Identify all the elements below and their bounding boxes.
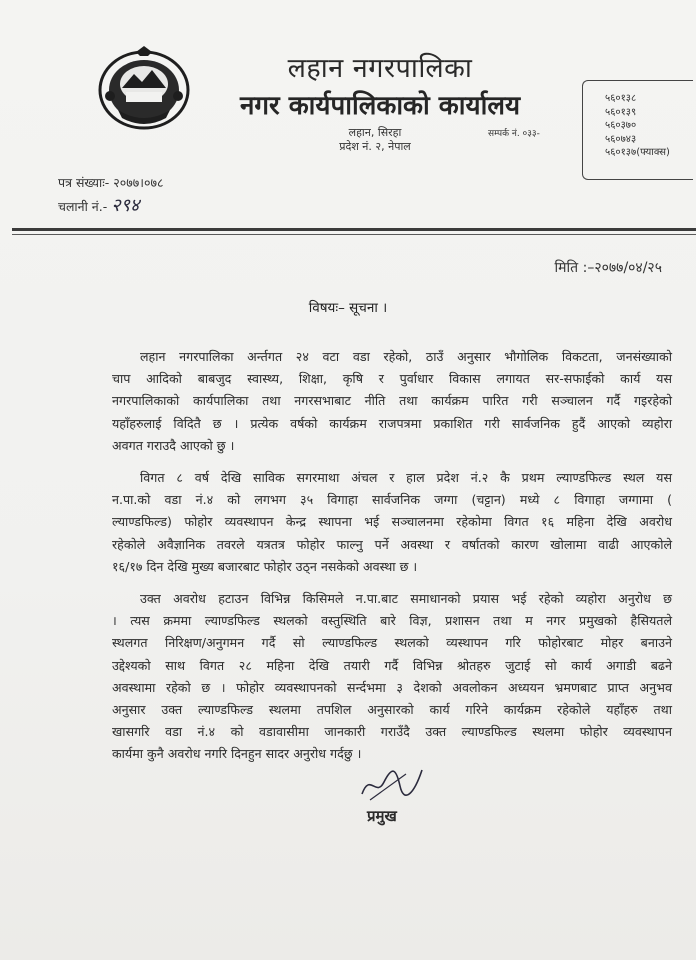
header-rule-thick xyxy=(12,228,696,231)
signature-label: प्रमुख xyxy=(367,807,397,825)
contact-number: ५६०१३९ xyxy=(605,106,637,118)
body-line: चाप आदिको बाबजुद स्वास्थ्य, शिक्षा, कृषि र पुर्वाधार विकास लगायत सर-सफाईको कार्य यस xyxy=(112,371,672,387)
body-line: अनुसार उक्त ल्याण्डफिल्ड स्थलमा तपशिल अनुसारको कार्य गरिने कार्यक्रम रहेकोले यहाँहरु तथा xyxy=(112,702,672,718)
letter-body xyxy=(112,346,672,766)
patra-sankhya: पत्र संख्याः- २०७७।०७८ xyxy=(58,175,164,190)
office-address xyxy=(330,126,420,154)
paragraph-1 xyxy=(112,346,672,457)
signature-scribble xyxy=(356,764,426,804)
body-line: नगरपालिकाको कार्यपालिका तथा नगरसभाबाट नीति तथा कार्यक्रम पारित गरी सञ्चालन गर्दै गइरहेको xyxy=(112,393,672,409)
letter-date: मिति :–२०७७/०४/२५ xyxy=(554,260,662,276)
letter-subject: विषयः– सूचना । xyxy=(308,300,388,316)
chalani-number: २९४ xyxy=(111,195,140,216)
body-line: रहेकोले अवैज्ञानिक तवरले यत्रतत्र फोहोर फाल्नु पर्ने अवस्था र वर्षातको कारण खोलामा वाढी आएकोले xyxy=(112,536,672,552)
chalani-label: चलानी नं.- xyxy=(58,199,108,214)
body-line: । त्यस क्रममा ल्याण्डफिल्ड स्थलको वस्तुस्थिति बारे विज्ञ, प्रशासन तथा म नगर प्रमुखको हैसियतले xyxy=(112,613,672,629)
address-line: प्रदेश नं. २, नेपाल xyxy=(339,140,411,153)
paragraph-2 xyxy=(112,467,672,578)
body-line: अवस्थामा रहेको छ । फोहोर व्यवस्थापनको सर्न्दभमा ३ देशको अवलोकन अध्ययन भ्रमणबाट प्राप्त अनुभव xyxy=(112,679,672,695)
nepal-emblem-icon xyxy=(96,44,192,132)
contact-number: ५६०३७० xyxy=(605,120,637,131)
address-line: लहान, सिरहा xyxy=(348,126,402,139)
body-line: न.पा.को वडा नं.४ को लगभग ३५ विगाहा सार्वजनिक जग्गा (चट्टान) मध्ये ८ विगाहा जग्गामा ( xyxy=(112,492,672,508)
contact-label: सम्पर्क नं. ०३३- xyxy=(488,129,540,139)
body-line: उक्त अवरोध हटाउन विभिन्न किसिमले न.पा.बाट समाधानको प्रयास भई रहेको व्यहोरा अनुरोध छ xyxy=(140,591,672,607)
body-line: १६/१७ दिन देखि मुख्य बजारबाट फोहोर उठ्न नसकेको अवस्था छ । xyxy=(112,558,418,574)
body-line: अवगत गराउदै आएको छु । xyxy=(112,437,235,453)
letter-meta xyxy=(58,171,163,218)
body-line: स्थलगत निरिक्षण/अनुगमन गर्दै सो ल्याण्डफिल्ड स्थलको व्यस्थापन गरि फोहोरबाट मोहर बनाउने xyxy=(112,635,672,651)
office-subtitle: नगर कार्यपालिकाको कार्यालय xyxy=(239,91,521,121)
body-line: यहाँहरुलाई विदितै छ । प्रत्येक वर्षको कार्यक्रम राजपत्रमा प्रकाशित गरी सार्वजनिक हुदैं आएको व्यहोरा xyxy=(112,415,672,431)
chalani-row xyxy=(58,194,163,218)
contact-number: ५६०७४३ xyxy=(605,133,637,145)
body-line: विगत ८ वर्ष देखि साविक सगरमाथा अंचल र हाल प्रदेश नं.२ कै प्रथम ल्याण्डफिल्ड स्थल यस xyxy=(140,470,672,486)
header-rule-thin xyxy=(12,234,696,235)
contact-list xyxy=(605,92,670,160)
contact-number: ५६०१३७(फ्याक्स) xyxy=(605,147,670,158)
body-line: खासगरि वडा नं.४ को वडावासीमा जानकारी गराउँदै उक्त ल्याण्डफिल्ड स्थलमा फोहोर व्यवस्थापन xyxy=(112,724,672,740)
paragraph-3 xyxy=(112,588,672,766)
body-line: कार्यमा कुनै अवरोध नगरि दिनहुन सादर अनुरोध गर्दछु । xyxy=(112,746,362,762)
body-line: ल्याण्डफिल्ड) फोहोर व्यवस्थापन केन्द्र स्थापना भई सञ्चालनमा रहेकोमा विगत १६ महिना देखि अवरोध xyxy=(112,514,672,530)
body-line: लहान नगरपालिका अर्न्तगत २४ वटा वडा रहेको, ठाउँ अनुसार भौगोलिक विकटता, जनसंख्याको xyxy=(140,349,672,364)
body-line: उद्देश्यको साथ विगत २८ महिना देखि तयारी गर्दै विभिन्न श्रोतहरु जुटाई सो कार्य अगाडी बढने xyxy=(112,657,672,673)
office-title: लहान नगरपालिका xyxy=(287,53,473,84)
contact-number: ५६०१३८ xyxy=(605,93,637,104)
